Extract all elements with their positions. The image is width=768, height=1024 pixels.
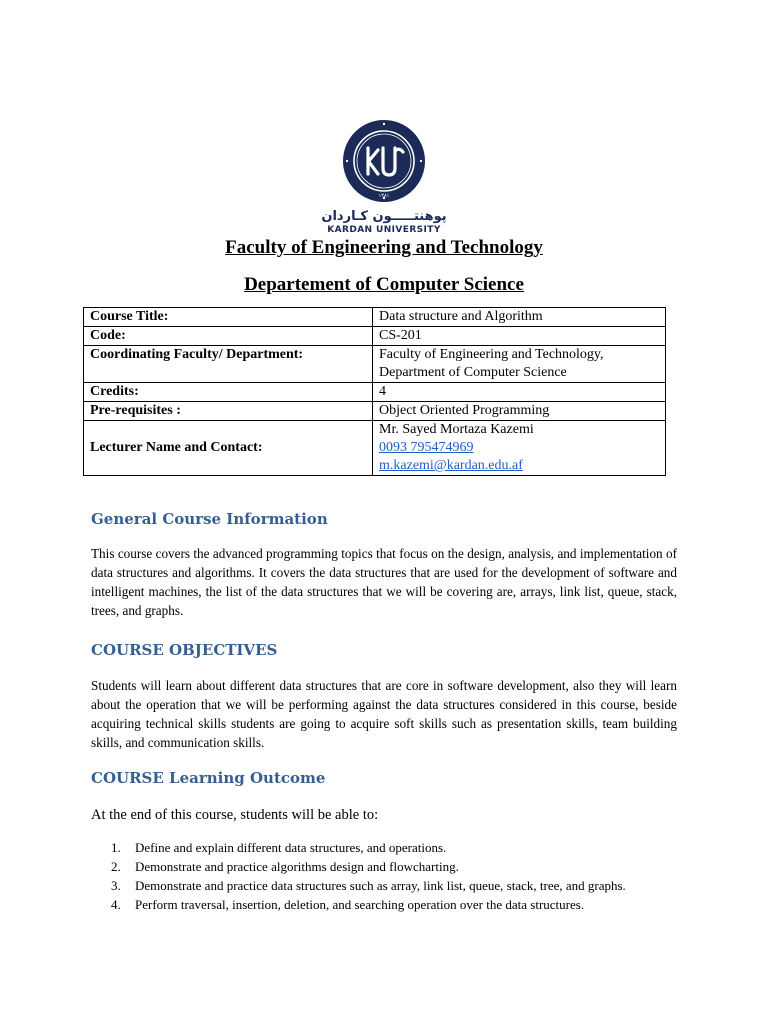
table-row [84,346,666,383]
list-item [111,838,681,857]
university-name-english: KARDAN UNIVERSITY [327,225,441,235]
list-item [111,857,681,876]
list-number: 2. [111,859,121,874]
list-text: Perform traversal, insertion, deletion, and searching operation over the data structures. [135,897,585,912]
course-title-value: Data structure and Algorithm [373,308,666,327]
list-text: Define and explain different data structures, and operations. [135,840,447,855]
list-item [111,876,681,895]
seal-year: ۱۳۸۱ [378,193,390,199]
list-text: Demonstrate and practice data structures such as array, link list, queue, stack, tree, and graphs. [135,878,626,893]
objectives-text: Students will learn about different data structures that are core in software development, also they will learn about the operation that we will be performing against the data structures considered in this course, beside acquiring technical skills students are going to acquire soft skills such as presentation skills, team building skills, and communication skills. [91,678,677,750]
lecturer-name: Mr. Sayed Mortaza Kazemi [379,422,534,437]
lecturer-email-link[interactable]: m.kazemi@kardan.edu.af [379,458,523,473]
general-info-heading: General Course Information [91,510,328,528]
table-row [84,383,666,402]
general-info-text: This course covers the advanced programming topics that focus on the design, analysis, and implementation of data structures and algorithms. It covers the data structures that are used for the development of software and intelligent machines, the list of the data structures that we will be covering are, arrays, link list, queue, stack, trees, and graphs. [91,546,677,618]
code-label: Code: [84,327,373,346]
faculty-value [373,346,666,383]
lecturer-phone-link[interactable]: 0093 795474969 [379,440,474,455]
learning-outcome-intro: At the end of this course, students will be able to: [91,807,379,823]
list-text: Demonstrate and practice algorithms design and flowcharting. [135,859,459,874]
credits-label: Credits: [84,383,373,402]
learning-outcome-heading: COURSE Learning Outcome [91,769,326,787]
list-number: 1. [111,840,121,855]
course-title-label: Course Title: [84,308,373,327]
prerequisites-value: Object Oriented Programming [373,402,666,421]
list-item [111,895,681,914]
credits-value: 4 [373,383,666,402]
prerequisites-label: Pre-requisites : [84,402,373,421]
table-row [84,327,666,346]
objectives-heading: COURSE OBJECTIVES [91,641,278,659]
learning-outcome-list [111,838,681,914]
department-title: Departement of Computer Science [244,274,524,295]
department-value-line: Department of Computer Science [379,365,567,380]
table-row [84,421,666,476]
faculty-title: Faculty of Engineering and Technology [225,237,543,258]
faculty-value-line: Faculty of Engineering and Technology, [379,347,604,362]
university-name-arabic: پوهنتـــــون کـاردان [321,209,447,224]
lecturer-value [373,421,666,476]
list-number: 4. [111,897,121,912]
course-info-table [83,307,666,476]
lecturer-label: Lecturer Name and Contact: [84,421,373,476]
university-logo [0,118,768,236]
university-seal-icon [341,118,427,204]
code-value: CS-201 [373,327,666,346]
table-row [84,308,666,327]
table-row [84,402,666,421]
list-number: 3. [111,878,121,893]
faculty-label: Coordinating Faculty/ Department: [84,346,373,383]
